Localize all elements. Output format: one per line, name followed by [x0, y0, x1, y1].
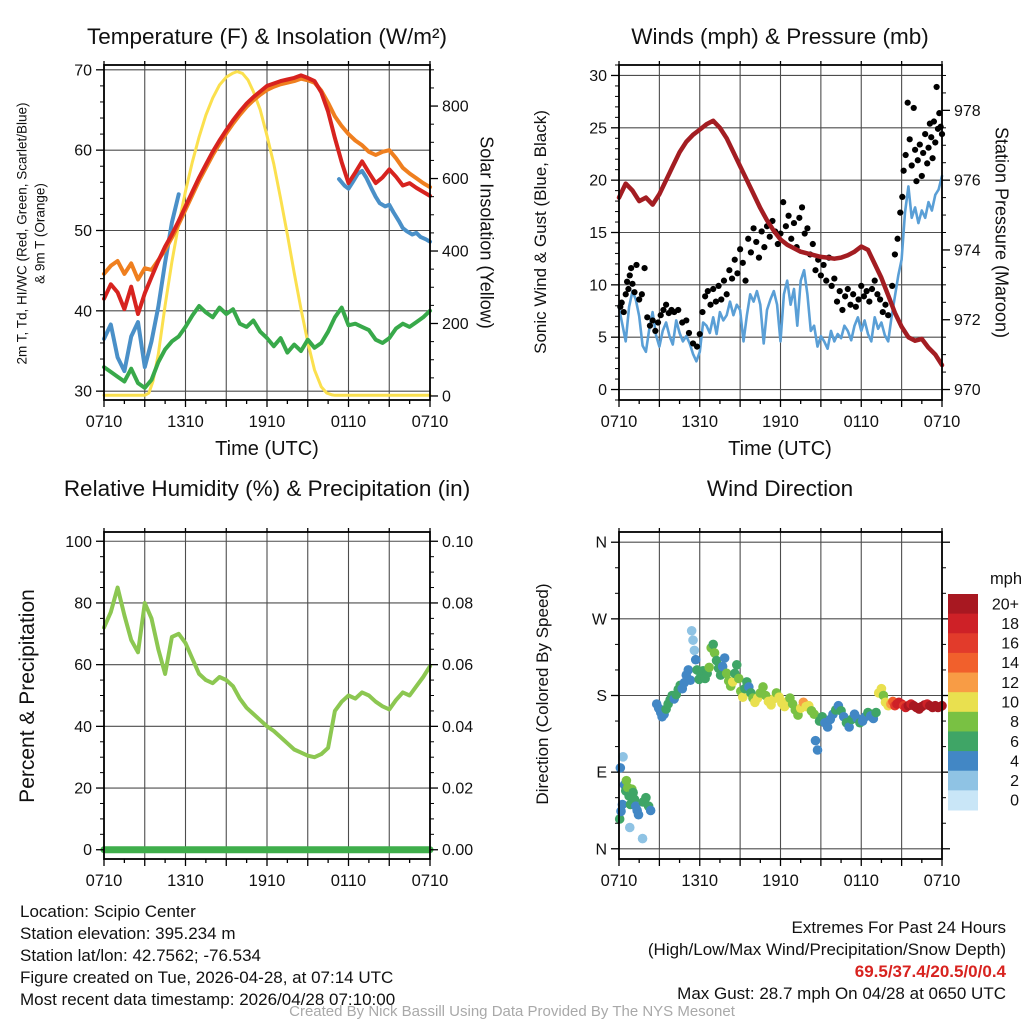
svg-text:E: E: [596, 764, 607, 782]
svg-text:2: 2: [1010, 773, 1019, 791]
extremes-heading: Extremes For Past 24 Hours: [791, 918, 1006, 937]
chart-title-wind-direction: Wind Direction: [706, 476, 854, 501]
svg-text:0710: 0710: [85, 413, 123, 431]
temp-xaxis-label: Time (UTC): [215, 438, 319, 460]
svg-text:1910: 1910: [248, 413, 286, 431]
svg-text:400: 400: [442, 243, 469, 261]
svg-text:1310: 1310: [681, 872, 719, 890]
svg-text:600: 600: [442, 171, 469, 189]
svg-text:20: 20: [589, 172, 607, 190]
svg-text:20+: 20+: [991, 596, 1019, 614]
svg-text:N: N: [595, 534, 607, 552]
svg-text:974: 974: [954, 242, 981, 260]
svg-text:0.08: 0.08: [442, 595, 474, 613]
svg-text:0110: 0110: [330, 872, 367, 890]
svg-text:976: 976: [954, 172, 981, 190]
svg-text:30: 30: [589, 67, 607, 85]
svg-text:25: 25: [589, 120, 607, 138]
wind-left-axis-label: Sonic Wind & Gust (Blue, Black): [531, 110, 550, 354]
svg-text:800: 800: [442, 98, 469, 116]
svg-text:0110: 0110: [843, 872, 879, 890]
svg-text:1910: 1910: [248, 872, 286, 890]
svg-text:0.02: 0.02: [442, 780, 474, 798]
station-info-block: [20, 901, 395, 1011]
figure-created-timestamp: Figure created on Tue, 2026-04-28, at 07:14 UTC: [20, 968, 394, 987]
svg-text:0710: 0710: [411, 872, 449, 890]
svg-text:10: 10: [589, 277, 607, 295]
most-recent-data-timestamp: Most recent data timestamp: 2026/04/28 07:10:00: [20, 990, 396, 1009]
extremes-values: 69.5/37.4/20.5/0/0.4: [854, 962, 1006, 981]
svg-text:4: 4: [1010, 753, 1019, 771]
svg-text:1310: 1310: [167, 872, 204, 890]
svg-text:18: 18: [1001, 615, 1019, 633]
insolation-right-axis-label: Solar Insolation (Yellow): [476, 136, 497, 329]
chart-title-temp-insolation: Temperature (F) & Insolation (W/m²): [86, 24, 448, 49]
svg-text:16: 16: [1001, 635, 1019, 653]
credit-line: Created By Nick Bassill Using Data Provided By The NYS Mesonet: [289, 1003, 735, 1020]
humidity-precip-plot: [0, 470, 512, 920]
svg-text:200: 200: [442, 315, 469, 333]
svg-text:0: 0: [442, 388, 451, 406]
svg-text:80: 80: [74, 595, 92, 613]
svg-text:0710: 0710: [923, 872, 961, 890]
svg-text:0710: 0710: [600, 413, 638, 431]
svg-text:0110: 0110: [843, 413, 879, 431]
svg-text:1910: 1910: [762, 413, 799, 431]
svg-text:mph: mph: [989, 570, 1023, 588]
svg-text:1910: 1910: [762, 872, 799, 890]
temp-left-axis-label-line2: & 9m T (Orange): [32, 183, 48, 284]
station-location: Location: Scipio Center: [20, 902, 196, 921]
svg-text:14: 14: [1001, 655, 1019, 673]
temp-insolation-plot: [0, 0, 512, 470]
svg-text:972: 972: [954, 312, 981, 330]
station-latlon: Station lat/lon: 42.7562; -76.534: [20, 946, 262, 965]
svg-text:978: 978: [954, 102, 981, 120]
svg-text:12: 12: [1001, 674, 1019, 692]
chart-title-winds-pressure: Winds (mph) & Pressure (mb): [631, 24, 929, 49]
svg-text:1310: 1310: [167, 413, 204, 431]
svg-text:0.06: 0.06: [442, 657, 474, 675]
svg-text:20: 20: [74, 780, 92, 798]
svg-text:0.10: 0.10: [442, 533, 474, 551]
svg-text:50: 50: [74, 222, 92, 240]
svg-text:W: W: [591, 611, 607, 629]
max-gust-line: Max Gust: 28.7 mph On 04/28 at 0650 UTC: [677, 984, 1006, 1003]
svg-text:70: 70: [74, 62, 92, 80]
wind-direction-plot: [512, 470, 1024, 920]
station-elevation: Station elevation: 395.234 m: [20, 924, 236, 943]
svg-text:0710: 0710: [85, 872, 123, 890]
svg-text:0710: 0710: [411, 413, 449, 431]
svg-text:60: 60: [74, 657, 92, 675]
svg-text:0710: 0710: [923, 413, 961, 431]
svg-text:6: 6: [1010, 733, 1019, 751]
svg-text:40: 40: [74, 718, 92, 736]
svg-text:970: 970: [954, 382, 981, 400]
svg-text:15: 15: [589, 225, 607, 242]
wind-xaxis-label: Time (UTC): [728, 438, 832, 460]
svg-text:1310: 1310: [681, 413, 719, 431]
svg-text:0: 0: [598, 382, 607, 400]
pressure-right-axis-label: Station Pressure (Maroon): [991, 126, 1012, 339]
extremes-block: [648, 917, 1006, 1005]
humidity-left-axis-label: Percent & Precipitation: [16, 589, 39, 803]
svg-text:8: 8: [1010, 714, 1019, 732]
extremes-subheading: (High/Low/Max Wind/Precipitation/Snow Depth): [647, 940, 1006, 959]
svg-text:10: 10: [1001, 694, 1019, 712]
svg-text:30: 30: [74, 383, 92, 401]
svg-text:5: 5: [598, 329, 607, 347]
svg-text:40: 40: [74, 303, 92, 321]
svg-text:0.04: 0.04: [442, 718, 474, 736]
svg-text:0710: 0710: [600, 872, 638, 890]
svg-text:S: S: [596, 688, 607, 705]
svg-text:N: N: [595, 841, 607, 859]
svg-text:0.00: 0.00: [442, 842, 474, 860]
svg-text:0: 0: [1010, 792, 1019, 810]
chart-title-humidity-precip: Relative Humidity (%) & Precipitation (in): [63, 476, 471, 501]
svg-text:0: 0: [83, 842, 92, 860]
temp-left-axis-label-line1: 2m T, Td, HI/WC (Red, Green, Scarlet/Blue): [14, 102, 30, 365]
direction-left-axis-label: Direction (Colored By Speed): [533, 583, 552, 805]
svg-text:60: 60: [74, 142, 92, 160]
svg-text:100: 100: [65, 533, 92, 551]
svg-text:0110: 0110: [330, 413, 367, 431]
winds-pressure-plot: [512, 0, 1024, 470]
